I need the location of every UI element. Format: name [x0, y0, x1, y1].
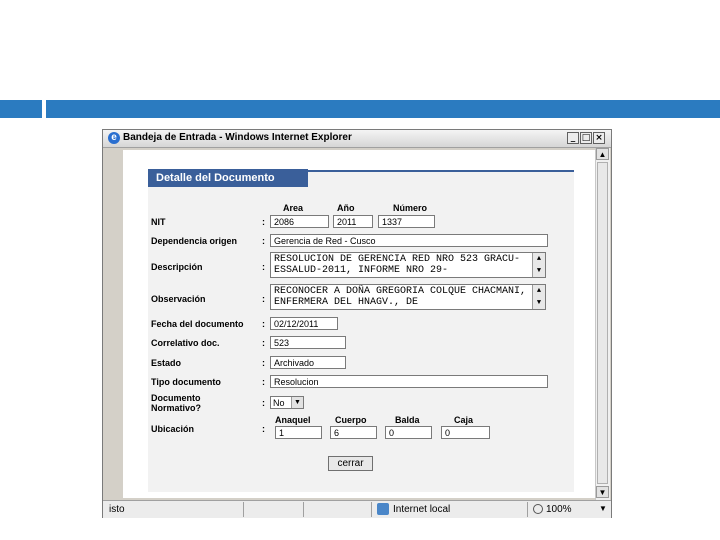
- balda-field[interactable]: 0: [385, 426, 432, 439]
- zoom-dropdown-icon[interactable]: ▼: [599, 504, 607, 513]
- scroll-up-icon[interactable]: ▲: [536, 287, 542, 295]
- estado-label: Estado: [151, 358, 182, 368]
- status-divider: [243, 502, 244, 517]
- page-content: [123, 150, 595, 498]
- numero-column-header: Número: [393, 203, 428, 213]
- zoom-level[interactable]: 100%: [546, 504, 572, 515]
- observacion-scrollbar[interactable]: [532, 285, 545, 309]
- descripcion-label: Descripción: [151, 262, 203, 272]
- security-zone: Internet local: [393, 504, 451, 515]
- zone-icon: [377, 503, 389, 515]
- descripcion-scrollbar[interactable]: [532, 253, 545, 277]
- numero-field[interactable]: 1337: [378, 215, 435, 228]
- dropdown-arrow-icon[interactable]: ▼: [291, 397, 303, 408]
- zoom-icon[interactable]: [533, 504, 543, 514]
- tipo-colon: :: [262, 377, 265, 387]
- fecha-field[interactable]: 02/12/2011: [270, 317, 338, 330]
- descripcion-textarea[interactable]: [270, 252, 546, 278]
- anio-column-header: Año: [337, 203, 355, 213]
- descripcion-colon: :: [262, 262, 265, 272]
- correlativo-colon: :: [262, 338, 265, 348]
- cuerpo-column-header: Cuerpo: [335, 415, 367, 425]
- slide-accent-bar-right: [46, 100, 720, 118]
- estado-colon: :: [262, 358, 265, 368]
- dependencia-label: Dependencia origen: [151, 236, 238, 246]
- status-divider: [303, 502, 304, 517]
- caja-column-header: Caja: [454, 415, 474, 425]
- nit-colon: :: [262, 217, 265, 227]
- ubicacion-colon: :: [262, 424, 265, 434]
- anio-field[interactable]: 2011: [333, 215, 373, 228]
- scroll-up-icon[interactable]: ▲: [596, 148, 609, 160]
- internet-explorer-icon: e: [108, 132, 120, 144]
- scroll-down-icon[interactable]: ▼: [536, 267, 542, 275]
- nit-label: NIT: [151, 217, 166, 227]
- normativo-select[interactable]: [270, 396, 304, 409]
- normativo-label-line2: Normativo?: [151, 403, 202, 413]
- caja-field[interactable]: 0: [441, 426, 490, 439]
- fecha-colon: :: [262, 319, 265, 329]
- dependencia-field[interactable]: Gerencia de Red - Cusco: [270, 234, 548, 247]
- scroll-down-icon[interactable]: ▼: [536, 299, 542, 307]
- descripcion-text: RESOLUCION DE GERENCIA RED NRO 523 GRACU-ESSALUD-2011, INFORME NRO 29-: [274, 254, 521, 276]
- normativo-label-line1: Documento: [151, 393, 201, 403]
- ubicacion-label: Ubicación: [151, 424, 195, 434]
- estado-field[interactable]: Archivado: [270, 356, 346, 369]
- fecha-label: Fecha del documento: [151, 319, 244, 329]
- cerrar-button[interactable]: cerrar: [328, 456, 373, 471]
- normativo-colon: :: [262, 398, 265, 408]
- page-scrollbar[interactable]: [595, 148, 610, 500]
- status-bar: [103, 500, 611, 518]
- status-divider: [371, 502, 372, 517]
- slide-accent-bar-left: [0, 100, 42, 118]
- minimize-button[interactable]: _: [567, 132, 579, 144]
- title-bar[interactable]: [103, 130, 611, 148]
- status-text: isto: [109, 504, 125, 515]
- cuerpo-field[interactable]: 6: [330, 426, 377, 439]
- maximize-button[interactable]: □: [581, 133, 591, 143]
- anaquel-field[interactable]: 1: [275, 426, 322, 439]
- observacion-text: RECONOCER A DOÑA GREGORIA COLQUE CHACMANI, ENFERMERA DEL HNAGV., DE: [274, 286, 527, 308]
- panel-title: Detalle del Documento: [148, 169, 308, 187]
- browser-window: [102, 129, 612, 518]
- window-title: Bandeja de Entrada - Windows Internet Explorer: [123, 132, 352, 143]
- dependencia-colon: :: [262, 236, 265, 246]
- observacion-colon: :: [262, 294, 265, 304]
- tipo-field[interactable]: Resolucion: [270, 375, 548, 388]
- correlativo-field[interactable]: 523: [270, 336, 346, 349]
- anaquel-column-header: Anaquel: [275, 415, 311, 425]
- balda-column-header: Balda: [395, 415, 420, 425]
- normativo-selected-value: No: [273, 398, 285, 408]
- close-button[interactable]: ×: [593, 132, 605, 144]
- scroll-up-icon[interactable]: ▲: [536, 255, 542, 263]
- area-column-header: Area: [283, 203, 304, 213]
- correlativo-label: Correlativo doc.: [151, 338, 220, 348]
- observacion-label: Observación: [151, 294, 206, 304]
- tipo-label: Tipo documento: [151, 377, 221, 387]
- area-field[interactable]: 2086: [270, 215, 329, 228]
- scroll-down-icon[interactable]: ▼: [596, 486, 609, 498]
- scrollbar-thumb[interactable]: [597, 162, 608, 484]
- status-divider: [527, 502, 528, 517]
- observacion-textarea[interactable]: [270, 284, 546, 310]
